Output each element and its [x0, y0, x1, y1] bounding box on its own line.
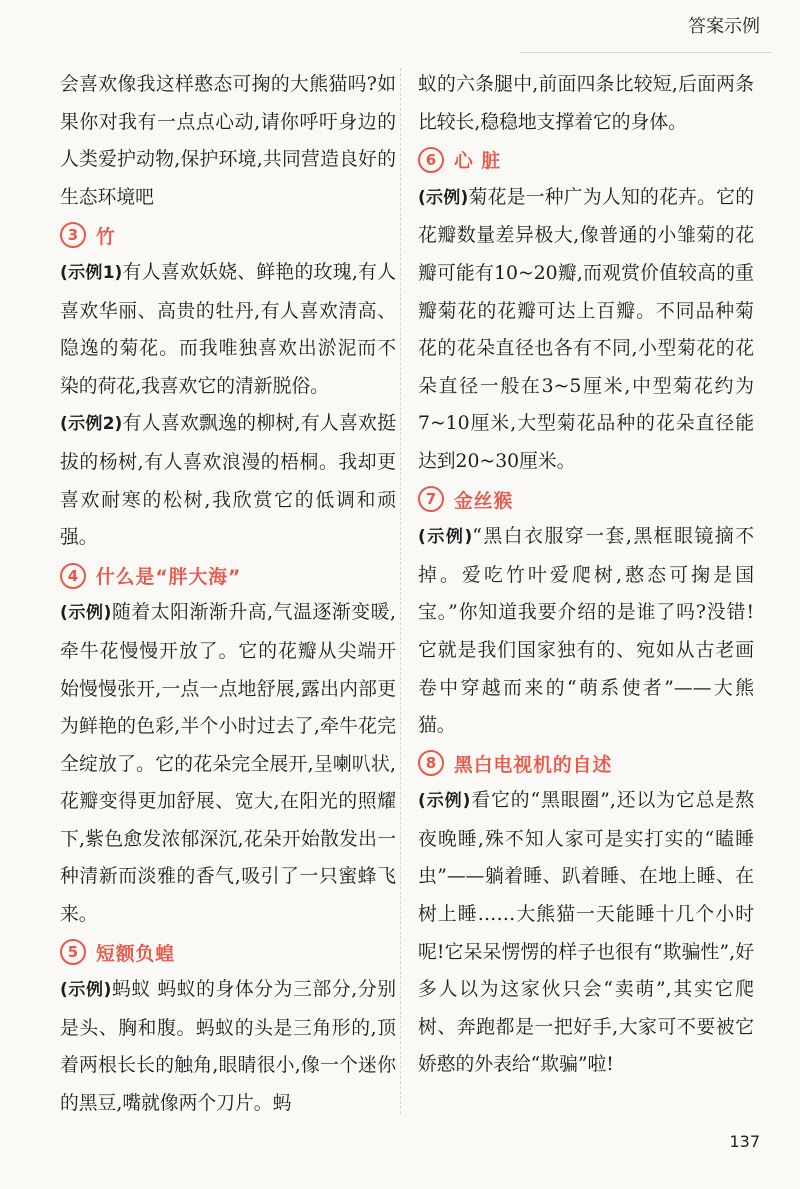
- answer-text: “黑白衣服穿一套,黑框眼镜摘不掉。爱吃竹叶爱爬树,憨态可掬是国宝。”你知道我要介绍的是谁了吗?没错!它就是我们国家独有的、宛如从古老画卷中穿越而来的“萌系使者”——大熊猫。: [418, 526, 754, 737]
- running-header: 答案示例: [688, 16, 760, 37]
- section-title: 心 脏: [454, 151, 502, 173]
- answer-paragraph: [60, 594, 396, 933]
- page-number: 137: [729, 1132, 760, 1151]
- answer-text: 看它的“黑眼圈”,还以为它总是熬夜晚睡,殊不知人家可是实打实的“瞌睡虫”——躺着睡、趴着睡、在地上睡、在树上睡……大熊猫一天能睡十几个小时呢!它呆呆愣愣的样子也很有“欺骗性”,好多人以为这家伙只会“卖萌”,其实它爬树、奔跑都是一把好手,大家可不要被它娇憨的外表给“欺骗”啦!: [418, 790, 754, 1076]
- example-tag: (示例): [60, 603, 112, 624]
- answer-text: 蚂蚁 蚂蚁的身体分为三部分,分别是头、胸和腹。蚂蚁的头是三角形的,顶着两根长长的触角,眼睛很小,像一个迷你的黑豆,嘴就像两个刀片。蚂: [60, 979, 396, 1115]
- section-title: 竹: [96, 226, 116, 248]
- answer-paragraph: [60, 405, 396, 556]
- answer-paragraph: [60, 254, 396, 405]
- section-title: 什么是“胖大海”: [96, 567, 242, 589]
- section-title: 短额负蝗: [96, 943, 176, 965]
- example-tag: (示例): [418, 791, 471, 812]
- answer-text: 随着太阳渐渐升高,气温逐渐变暖,牵牛花慢慢开放了。它的花瓣从尖端开始慢慢张开,一点一点地舒展,露出内部更为鲜艳的色彩,半个小时过去了,牵牛花完全绽放了。它的花朵完全展开,呈喇叭状,花瓣变得更加舒展、宽大,在阳光的照耀下,紫色愈发浓郁深沉,花朵开始散发出一种清新而淡雅的香气,吸引了一只蜜蜂飞来。: [60, 602, 396, 926]
- column-divider: [400, 68, 401, 1114]
- section-heading-8: [418, 745, 754, 783]
- example-tag: (示例1): [60, 262, 123, 283]
- section-heading-5: [60, 934, 396, 972]
- section-number-badge: 8: [418, 750, 444, 776]
- answer-paragraph: [418, 518, 754, 745]
- example-tag: (示例): [418, 187, 469, 208]
- answer-paragraph: [418, 782, 754, 1084]
- section-heading-7: [418, 481, 754, 519]
- section-number-badge: 6: [418, 147, 444, 173]
- section-number-badge: 3: [60, 222, 86, 248]
- section-heading-6: [418, 141, 754, 179]
- answer-paragraph: [418, 179, 754, 481]
- continuation-paragraph: 会喜欢像我这样憨态可掬的大熊猫吗?如果你对我有一点点心动,请你呼吁身边的人类爱护动物,保护环境,共同营造良好的生态环境吧: [60, 74, 396, 208]
- section-title: 金丝猴: [454, 490, 514, 512]
- left-column: [60, 66, 396, 1123]
- section-number-badge: 4: [60, 563, 86, 589]
- section-heading-3: [60, 216, 396, 254]
- answer-text: 有人喜欢飘逸的柳树,有人喜欢挺拔的杨树,有人喜欢浪漫的梧桐。我却更喜欢耐寒的松树,我欣赏它的低调和顽强。: [60, 413, 396, 549]
- section-number-badge: 5: [60, 939, 86, 965]
- answer-paragraph: [60, 971, 396, 1122]
- header-rule: [520, 52, 772, 53]
- right-column: [418, 66, 754, 1084]
- example-tag: (示例2): [60, 414, 123, 435]
- section-title: 黑白电视机的自述: [454, 754, 613, 776]
- answer-text: 有人喜欢妖娆、鲜艳的玫瑰,有人喜欢华丽、高贵的牡丹,有人喜欢清高、隐逸的菊花。而我唯独喜欢出淤泥而不染的荷花,我喜欢它的清新脱俗。: [60, 261, 396, 397]
- section-number-badge: 7: [418, 486, 444, 512]
- example-tag: (示例): [418, 527, 473, 548]
- example-tag: (示例): [60, 980, 112, 1001]
- continuation-paragraph: 蚁的六条腿中,前面四条比较短,后面两条比较长,稳稳地支撑着它的身体。: [418, 74, 754, 133]
- answer-text: 菊花是一种广为人知的花卉。它的花瓣数量差异极大,像普通的小雏菊的花瓣可能有10~20瓣,而观赏价值较高的重瓣菊花的花瓣可达上百瓣。不同品种菊花的花朵直径也各有不同,小型菊花的花朵直径一般在3~5厘米,中型菊花约为7~10厘米,大型菊花品种的花朵直径能达到20~30厘米。: [418, 186, 754, 472]
- section-heading-4: [60, 557, 396, 595]
